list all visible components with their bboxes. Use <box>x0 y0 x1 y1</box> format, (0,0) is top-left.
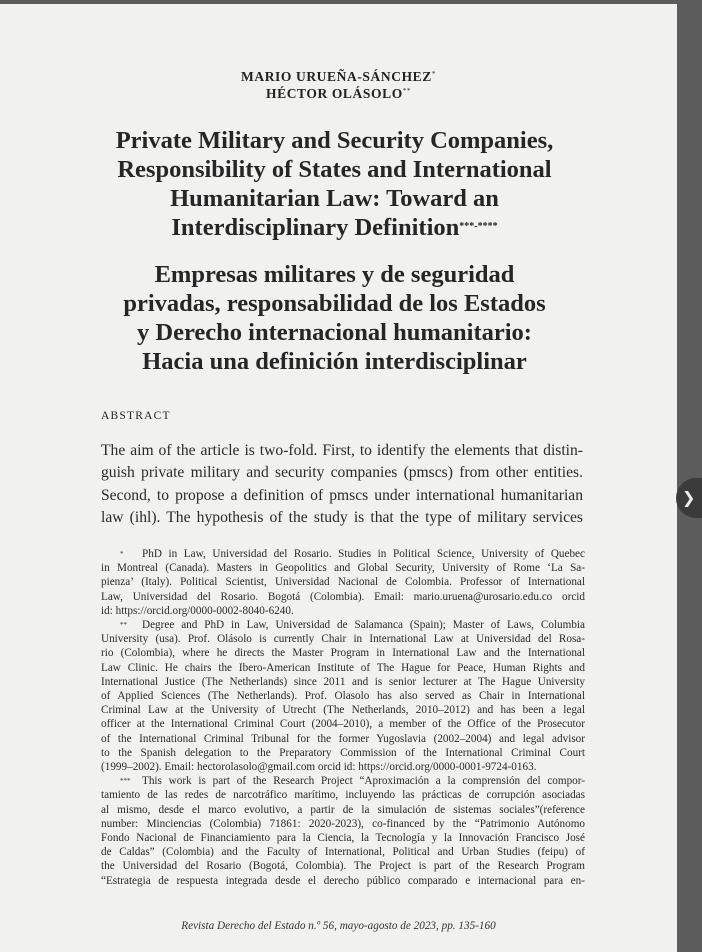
footnote-author-2 <box>101 618 585 774</box>
footnote-funding <box>101 774 585 888</box>
article-title-english <box>40 126 629 242</box>
footnote-line: Criminal Law at the University of Utrecht (The Netherlands, 2010–2012) and has been a legal <box>101 704 585 717</box>
author-name: MARIO URUEÑA-SÁNCHEZ* <box>241 69 436 84</box>
chevron-right-icon: ❯ <box>682 488 696 507</box>
footnote-marker: *** <box>120 777 131 786</box>
footnote-line: al mismo, desde el marco evolutivo, a partir de la simulación de sistemas sociales”(reference <box>101 803 585 816</box>
article-page <box>0 4 677 952</box>
abstract-line: law (ihl). The hypothesis of the study is that the type of military services <box>101 508 583 526</box>
title-line: Empresas militares y de seguridad <box>154 261 515 288</box>
article-title-spanish <box>40 260 629 376</box>
title-line: privadas, responsabilidad de los Estados <box>123 290 546 317</box>
title-line: Humanitarian Law: Toward an <box>170 185 499 212</box>
footnote-marker: * <box>431 70 436 78</box>
footnote-marker: ** <box>402 87 411 95</box>
abstract-line: The aim of the article is two-fold. First, to identify the elements that distin- <box>101 442 583 459</box>
footnote-line: International Justice (The Netherlands) since 2011 and is senior lecturer at The Hague University <box>101 675 585 688</box>
title-line: Hacia una definición interdisciplinar <box>142 348 527 375</box>
abstract-line: Second, to propose a definition of pmscs under international humanitarian <box>101 486 583 504</box>
footnote-line: “Estrategia de respuesta integrada desde el derecho público comparado e internacional para en- <box>101 874 585 887</box>
title-line: y Derecho internacional humanitario: <box>137 319 532 346</box>
footnote-marker: * <box>120 550 124 558</box>
footnote-line: University (usa). Prof. Olásolo is currently Chair in International Law at Universidad del Rosa- <box>101 633 585 646</box>
next-page-button[interactable] <box>676 478 702 518</box>
footnote-author-1 <box>101 547 585 618</box>
abstract-line: guish private military and security companies (pmscs) from other entities. <box>101 464 583 482</box>
title-line: Responsibility of States and International <box>117 156 552 183</box>
footnote-line: Law Clinic. He chairs the Ibero-American Institute of The Hague for Peace, Human Rights and <box>101 661 585 674</box>
footnote-marker: ** <box>120 621 127 630</box>
footnote-line: tamiento de las redes de narcotráfico marítimo, incluyendo las prácticas de corrupción asociadas <box>101 789 585 802</box>
footnote-line: officer at the International Criminal Court (2004–2010), a member of the Office of the Prosecutor <box>101 718 585 731</box>
journal-citation-footer: Revista Derecho del Estado n.º 56, mayo-agosto de 2023, pp. 135-160 <box>181 920 496 932</box>
footnote-line: rio (Colombia), where he directs the Master Program in International Law and the International <box>101 647 585 660</box>
author-name: HÉCTOR OLÁSOLO** <box>265 86 411 101</box>
footnote-line: * PhD in Law, Universidad del Rosario. Studies in Political Science, University of Quebec <box>101 547 585 561</box>
footnotes <box>101 547 585 888</box>
footnote-line: Law, Universidad del Rosario. Bogotá (Colombia). Email: mario.uruena@urosario.edu.co orcid <box>101 590 585 603</box>
footnote-line: of the International Criminal Tribunal for the former Yugoslavia (2002–2004) and legal advisor <box>101 732 585 745</box>
footnote-line: ** Degree and PhD in Law, Universidad de Salamanca (Spain); Master of Laws, Columbia <box>101 618 585 632</box>
abstract-body <box>101 440 583 529</box>
footnote-line: in Montreal (Canada). Masters in Geopolitics and Global Security, University of Rome ‘La Sa- <box>101 562 585 575</box>
author-list <box>0 68 677 102</box>
footnote-line: *** This work is part of the Research Project “Aproximación a la comprensión del compor- <box>101 774 585 788</box>
footnote-line: number: Minciencias (Colombia) 71861: 2020-2023), co-financed by the “Patrimonio Autónomo <box>101 817 585 830</box>
footnote-line: pienza’ (Italy). Political Scientist, Universidad Nacional de Colombia. Professor of International <box>101 576 585 589</box>
footnote-line: the Universidad del Rosario (Bogotá, Colombia). The Project is part of the Research Program <box>101 860 585 873</box>
footnote-line: of Applied Sciences (The Netherlands). Prof. Olasolo has also served as Chair in International <box>101 690 585 703</box>
title-line: Interdisciplinary Definition***-**** <box>171 214 498 241</box>
footnote-marker: ***-**** <box>459 221 498 232</box>
title-line: Private Military and Security Companies, <box>115 127 554 154</box>
abstract-heading: ABSTRACT <box>101 410 171 422</box>
footnote-line: to the Spanish delegation to the Preparatory Commission of the International Criminal Court <box>101 746 585 759</box>
footnote-line: id: https://orcid.org/0000-0002-8040-6240. <box>101 604 294 617</box>
footnote-line: (1999–2002). Email: hectorolasolo@gmail.com orcid id: https://orcid.org/0000-0001-9724-0163. <box>101 761 537 774</box>
footnote-line: de Caldas” (Colombia) and the Faculty of International, Political and Urban Studies (feipu) of <box>101 846 585 859</box>
footnote-line: Fondo Nacional de Financiamiento para la Ciencia, la Tecnología y la Innovación Francisco José <box>101 832 585 845</box>
